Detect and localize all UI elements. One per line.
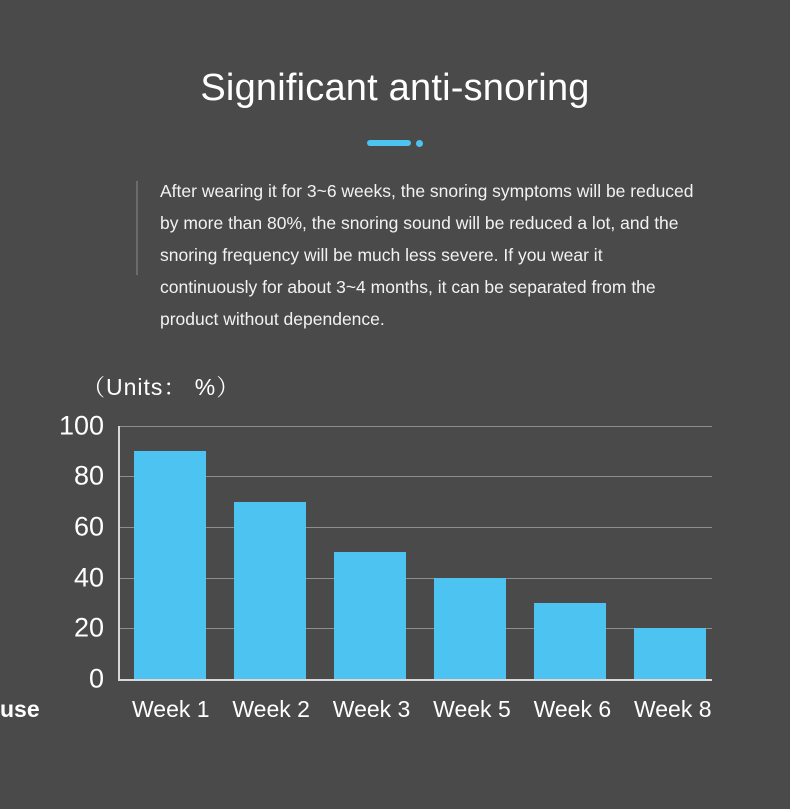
bar-slot bbox=[434, 426, 506, 679]
xtick-label-week-8: Week 8 bbox=[633, 695, 712, 722]
divider-dot-icon bbox=[416, 140, 423, 147]
chart-units-label: （Units： %） bbox=[82, 373, 241, 400]
bar-slot bbox=[634, 426, 706, 679]
x-axis-labels bbox=[0, 696, 790, 723]
xtick-label-week-1: Week 1 bbox=[132, 695, 210, 722]
bar-slot bbox=[334, 426, 406, 679]
bar-slot bbox=[134, 426, 206, 679]
bar-week-5[interactable] bbox=[434, 578, 506, 679]
x-axis bbox=[118, 679, 712, 681]
xtick-label-use: use bbox=[0, 695, 40, 722]
bar-week-8[interactable] bbox=[634, 628, 706, 679]
xtick-label-week-3: Week 3 bbox=[332, 695, 411, 722]
bar-week-2[interactable] bbox=[234, 502, 306, 679]
ytick-label-100: 100 bbox=[58, 410, 104, 441]
ytick-label-40: 40 bbox=[73, 562, 104, 593]
bar-week-6[interactable] bbox=[534, 603, 606, 679]
bar-slot bbox=[534, 426, 606, 679]
description-accent-bar bbox=[136, 181, 138, 275]
ytick-label-20: 20 bbox=[73, 612, 104, 643]
bar-chart bbox=[0, 410, 790, 744]
bar-week-3[interactable] bbox=[334, 552, 406, 679]
ytick-label-60: 60 bbox=[73, 511, 104, 542]
ytick-label-0: 0 bbox=[88, 663, 104, 694]
divider-bar-icon bbox=[367, 140, 411, 146]
xtick-label-week-2: Week 2 bbox=[232, 695, 310, 722]
description-text: After wearing it for 3~6 weeks, the snoring symptoms will be reduced by more than 80%, the snoring sound will be reduced a lot, and the snoring frequency will be much less severe. If you wear it continuously for about 3~4 months, it can be separated from the product without dependence. bbox=[160, 180, 694, 329]
ytick-label-80: 80 bbox=[73, 460, 104, 491]
bar-slot bbox=[234, 426, 306, 679]
chart-plot-area bbox=[58, 410, 712, 694]
xtick-label-group bbox=[118, 696, 712, 723]
xtick-label-week-5: Week 5 bbox=[433, 695, 511, 722]
page-title: Significant anti-snoring bbox=[200, 67, 590, 109]
bar-series bbox=[120, 426, 712, 679]
description-block bbox=[0, 175, 790, 335]
title-divider bbox=[0, 140, 790, 147]
bar-week-1[interactable] bbox=[134, 451, 206, 679]
xtick-label-week-6: Week 6 bbox=[533, 695, 612, 722]
